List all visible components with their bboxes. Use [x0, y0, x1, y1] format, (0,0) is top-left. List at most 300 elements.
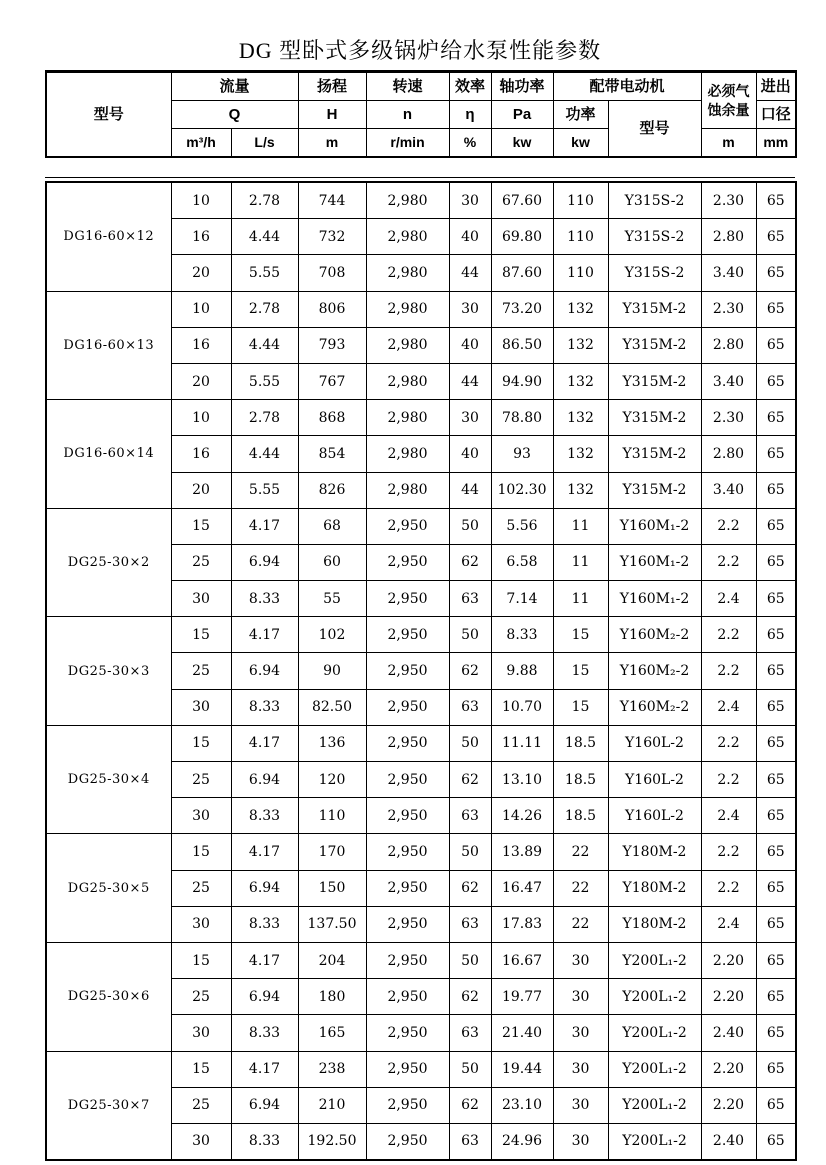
table-row [46, 291, 796, 327]
data-cell: 40 [449, 219, 491, 255]
data-cell: 13.89 [491, 834, 553, 870]
data-cell: 2.4 [701, 581, 756, 617]
data-cell: 5.55 [231, 472, 298, 508]
data-cell: 63 [449, 581, 491, 617]
data-cell: 78.80 [491, 400, 553, 436]
data-cell: 110 [553, 182, 608, 219]
data-cell: 2,950 [366, 1087, 449, 1123]
header-cell-port-1: 进出 [756, 72, 796, 101]
data-cell: 4.44 [231, 327, 298, 363]
data-cell: 65 [756, 508, 796, 544]
data-cell: 2.4 [701, 906, 756, 942]
data-cell: 69.80 [491, 219, 553, 255]
data-cell: 44 [449, 255, 491, 291]
data-cell: Y160L-2 [608, 762, 701, 798]
data-cell: 65 [756, 689, 796, 725]
data-cell: 15 [553, 653, 608, 689]
header-cell-eta: η [449, 101, 491, 129]
data-cell: 60 [298, 544, 366, 580]
data-cell: 868 [298, 400, 366, 436]
data-cell: 65 [756, 942, 796, 978]
data-cell: Y160M₂-2 [608, 653, 701, 689]
data-cell: 4.44 [231, 219, 298, 255]
data-cell: 3.40 [701, 363, 756, 399]
data-cell: Y315M-2 [608, 291, 701, 327]
data-cell: 93 [491, 436, 553, 472]
table-row [46, 617, 796, 653]
table-body-section [45, 177, 795, 1161]
data-cell: 30 [171, 581, 231, 617]
data-cell: 62 [449, 762, 491, 798]
data-cell: 50 [449, 834, 491, 870]
data-cell: Y160M₂-2 [608, 617, 701, 653]
data-cell: 2.2 [701, 617, 756, 653]
data-cell: 30 [171, 798, 231, 834]
data-cell: 2.40 [701, 1015, 756, 1051]
data-cell: Y160M₁-2 [608, 581, 701, 617]
data-cell: Y180M-2 [608, 834, 701, 870]
data-cell: 110 [298, 798, 366, 834]
data-cell: 65 [756, 581, 796, 617]
data-cell: 15 [171, 834, 231, 870]
data-cell: 50 [449, 1051, 491, 1087]
data-cell: 132 [553, 436, 608, 472]
data-cell: 67.60 [491, 182, 553, 219]
data-cell: 2.80 [701, 219, 756, 255]
data-cell: 2.4 [701, 689, 756, 725]
data-cell: 2,950 [366, 508, 449, 544]
data-cell: 44 [449, 472, 491, 508]
data-cell: 2,950 [366, 617, 449, 653]
unit-cell-pct: % [449, 129, 491, 158]
pump-model-cell: DG25-30×2 [46, 508, 171, 617]
data-cell: 30 [449, 182, 491, 219]
data-cell: 5.55 [231, 363, 298, 399]
data-cell: 65 [756, 400, 796, 436]
pump-table [45, 181, 797, 1161]
data-cell: 132 [553, 327, 608, 363]
data-cell: Y160L-2 [608, 725, 701, 761]
data-cell: 63 [449, 798, 491, 834]
data-cell: 2,950 [366, 725, 449, 761]
data-cell: Y315M-2 [608, 327, 701, 363]
data-cell: 65 [756, 617, 796, 653]
data-cell: 86.50 [491, 327, 553, 363]
data-cell: 65 [756, 327, 796, 363]
table-row [46, 508, 796, 544]
header-cell-head: 扬程 [298, 72, 366, 101]
data-cell: 63 [449, 1015, 491, 1051]
data-cell: 6.58 [491, 544, 553, 580]
data-cell: 120 [298, 762, 366, 798]
data-cell: 2.4 [701, 798, 756, 834]
data-cell: 180 [298, 979, 366, 1015]
data-cell: Y180M-2 [608, 906, 701, 942]
table-row [46, 725, 796, 761]
data-cell: 2.2 [701, 870, 756, 906]
data-cell: 55 [298, 581, 366, 617]
data-cell: 2,950 [366, 581, 449, 617]
data-cell: 68 [298, 508, 366, 544]
data-cell: 19.44 [491, 1051, 553, 1087]
data-cell: 192.50 [298, 1123, 366, 1160]
header-cell-n: n [366, 101, 449, 129]
header-cell-shaft-power: 轴功率 [491, 72, 553, 101]
data-cell: 150 [298, 870, 366, 906]
data-cell: 30 [449, 291, 491, 327]
data-cell: 5.55 [231, 255, 298, 291]
data-cell: 826 [298, 472, 366, 508]
data-cell: 10.70 [491, 689, 553, 725]
data-cell: 65 [756, 653, 796, 689]
data-cell: 132 [553, 472, 608, 508]
data-cell: 30 [171, 906, 231, 942]
data-cell: 65 [756, 472, 796, 508]
unit-cell-rmin: r/min [366, 129, 449, 158]
data-cell: 30 [553, 1087, 608, 1123]
data-cell: 65 [756, 1123, 796, 1160]
pump-model-cell: DG25-30×5 [46, 834, 171, 943]
data-cell: 2.20 [701, 1051, 756, 1087]
data-cell: 65 [756, 1087, 796, 1123]
data-cell: 18.5 [553, 798, 608, 834]
data-cell: 65 [756, 979, 796, 1015]
data-cell: 17.83 [491, 906, 553, 942]
data-cell: 11.11 [491, 725, 553, 761]
data-cell: Y160M₁-2 [608, 508, 701, 544]
data-cell: 2,980 [366, 472, 449, 508]
data-cell: 16 [171, 436, 231, 472]
data-cell: 2,950 [366, 653, 449, 689]
data-cell: 65 [756, 870, 796, 906]
unit-cell-kw-power: kw [553, 129, 608, 158]
data-cell: 44 [449, 363, 491, 399]
data-cell: 62 [449, 653, 491, 689]
data-cell: 6.94 [231, 762, 298, 798]
data-cell: 2,950 [366, 870, 449, 906]
data-cell: 22 [553, 834, 608, 870]
data-cell: 8.33 [231, 689, 298, 725]
data-cell: 6.94 [231, 979, 298, 1015]
pump-table-body [46, 182, 796, 1160]
data-cell: 110 [553, 219, 608, 255]
pump-model-cell: DG16-60×13 [46, 291, 171, 400]
data-cell: 25 [171, 544, 231, 580]
data-cell: 11 [553, 508, 608, 544]
data-cell: Y315M-2 [608, 436, 701, 472]
data-cell: 65 [756, 544, 796, 580]
data-cell: 2,980 [366, 436, 449, 472]
data-cell: 210 [298, 1087, 366, 1123]
data-cell: 73.20 [491, 291, 553, 327]
data-cell: 8.33 [231, 798, 298, 834]
data-cell: 7.14 [491, 581, 553, 617]
data-cell: 2.78 [231, 400, 298, 436]
unit-cell-mm: mm [756, 129, 796, 158]
data-cell: 14.26 [491, 798, 553, 834]
data-cell: 30 [553, 1051, 608, 1087]
data-cell: 25 [171, 979, 231, 1015]
data-cell: 8.33 [231, 1123, 298, 1160]
data-cell: 30 [553, 942, 608, 978]
header-row-1 [46, 72, 796, 101]
data-cell: 50 [449, 617, 491, 653]
header-table [45, 70, 797, 158]
data-cell: 2.2 [701, 544, 756, 580]
data-cell: 50 [449, 508, 491, 544]
data-cell: 8.33 [231, 906, 298, 942]
data-cell: 2.2 [701, 653, 756, 689]
data-cell: 11 [553, 544, 608, 580]
data-cell: Y160M₂-2 [608, 689, 701, 725]
data-cell: 2,950 [366, 1123, 449, 1160]
data-cell: 2,980 [366, 219, 449, 255]
pump-model-cell: DG25-30×4 [46, 725, 171, 834]
data-cell: 22 [553, 906, 608, 942]
data-cell: 2.20 [701, 942, 756, 978]
pump-model-cell: DG25-30×3 [46, 617, 171, 726]
unit-cell-kw-pa: kw [491, 129, 553, 158]
data-cell: 4.17 [231, 725, 298, 761]
data-cell: 10 [171, 400, 231, 436]
data-cell: 2,950 [366, 906, 449, 942]
data-cell: 2.2 [701, 762, 756, 798]
data-cell: 2,980 [366, 400, 449, 436]
header-cell-motor: 配带电动机 [553, 72, 701, 101]
table-header-section [45, 70, 797, 158]
header-cell-model: 型号 [46, 72, 171, 158]
data-cell: 87.60 [491, 255, 553, 291]
unit-cell-m: m [298, 129, 366, 158]
data-cell: 165 [298, 1015, 366, 1051]
data-cell: 65 [756, 1051, 796, 1087]
data-cell: 22 [553, 870, 608, 906]
data-cell: 63 [449, 689, 491, 725]
data-cell: 854 [298, 436, 366, 472]
data-cell: 2,980 [366, 291, 449, 327]
data-cell: 204 [298, 942, 366, 978]
data-cell: 137.50 [298, 906, 366, 942]
data-cell: 16 [171, 219, 231, 255]
data-cell: Y200L₁-2 [608, 1015, 701, 1051]
data-cell: 15 [171, 1051, 231, 1087]
data-cell: 62 [449, 870, 491, 906]
data-cell: 3.40 [701, 255, 756, 291]
data-cell: 238 [298, 1051, 366, 1087]
data-cell: 4.44 [231, 436, 298, 472]
data-cell: 806 [298, 291, 366, 327]
header-cell-npsh: 必须气蚀余量 [701, 72, 756, 129]
data-cell: 3.40 [701, 472, 756, 508]
data-cell: 15 [171, 725, 231, 761]
data-cell: 9.88 [491, 653, 553, 689]
header-cell-pa: Pa [491, 101, 553, 129]
data-cell: 2,950 [366, 544, 449, 580]
table-row [46, 834, 796, 870]
data-cell: 2.2 [701, 834, 756, 870]
data-cell: 15 [553, 689, 608, 725]
data-cell: 2.30 [701, 182, 756, 219]
data-cell: 30 [171, 1123, 231, 1160]
pump-model-cell: DG16-60×14 [46, 400, 171, 509]
data-cell: 15 [171, 617, 231, 653]
data-cell: 2,950 [366, 1051, 449, 1087]
data-cell: 6.94 [231, 544, 298, 580]
data-cell: 6.94 [231, 870, 298, 906]
pump-model-cell: DG25-30×6 [46, 942, 171, 1051]
data-cell: 65 [756, 182, 796, 219]
data-cell: 2.20 [701, 979, 756, 1015]
data-cell: 23.10 [491, 1087, 553, 1123]
data-cell: 136 [298, 725, 366, 761]
data-cell: Y200L₁-2 [608, 1123, 701, 1160]
data-cell: 30 [449, 400, 491, 436]
data-cell: 18.5 [553, 725, 608, 761]
data-cell: 62 [449, 1087, 491, 1123]
data-cell: 2,950 [366, 834, 449, 870]
data-cell: 16.47 [491, 870, 553, 906]
data-cell: 15 [553, 617, 608, 653]
data-cell: 65 [756, 798, 796, 834]
data-cell: 4.17 [231, 617, 298, 653]
data-cell: 18.5 [553, 762, 608, 798]
data-cell: Y200L₁-2 [608, 942, 701, 978]
header-cell-speed: 转速 [366, 72, 449, 101]
data-cell: 170 [298, 834, 366, 870]
data-cell: Y315M-2 [608, 472, 701, 508]
data-cell: 2,950 [366, 689, 449, 725]
data-cell: 132 [553, 363, 608, 399]
data-cell: 2,980 [366, 255, 449, 291]
data-cell: 2,950 [366, 1015, 449, 1051]
data-cell: 4.17 [231, 942, 298, 978]
data-cell: 4.17 [231, 508, 298, 544]
data-cell: 30 [171, 1015, 231, 1051]
header-cell-flow: 流量 [171, 72, 298, 101]
data-cell: 65 [756, 834, 796, 870]
data-cell: 2.80 [701, 327, 756, 363]
data-cell: 102 [298, 617, 366, 653]
data-cell: Y200L₁-2 [608, 979, 701, 1015]
data-cell: 82.50 [298, 689, 366, 725]
page-title: DG 型卧式多级锅炉给水泵性能参数 [238, 38, 602, 63]
table-row [46, 182, 796, 219]
data-cell: Y315M-2 [608, 363, 701, 399]
data-cell: 2.20 [701, 1087, 756, 1123]
data-cell: 2,950 [366, 979, 449, 1015]
data-cell: Y315M-2 [608, 400, 701, 436]
data-cell: 65 [756, 436, 796, 472]
data-cell: 110 [553, 255, 608, 291]
data-cell: 2.30 [701, 400, 756, 436]
data-cell: 2.40 [701, 1123, 756, 1160]
pump-model-cell: DG25-30×7 [46, 1051, 171, 1160]
data-cell: 2,980 [366, 182, 449, 219]
data-cell: 2,950 [366, 798, 449, 834]
data-cell: 2,980 [366, 363, 449, 399]
data-cell: 132 [553, 400, 608, 436]
data-cell: 40 [449, 327, 491, 363]
data-cell: 2.30 [701, 291, 756, 327]
unit-cell-m3h: m³/h [171, 129, 231, 158]
data-cell: 6.94 [231, 1087, 298, 1123]
pump-model-cell: DG16-60×12 [46, 182, 171, 291]
data-cell: 4.17 [231, 1051, 298, 1087]
data-cell: Y180M-2 [608, 870, 701, 906]
data-cell: 5.56 [491, 508, 553, 544]
data-cell: 25 [171, 1087, 231, 1123]
data-cell: Y160L-2 [608, 798, 701, 834]
data-cell: 102.30 [491, 472, 553, 508]
table-row [46, 942, 796, 978]
data-cell: 50 [449, 942, 491, 978]
data-cell: Y200L₁-2 [608, 1051, 701, 1087]
data-cell: 2.2 [701, 725, 756, 761]
data-cell: 708 [298, 255, 366, 291]
data-cell: 65 [756, 906, 796, 942]
data-cell: 6.94 [231, 653, 298, 689]
data-cell: 21.40 [491, 1015, 553, 1051]
header-cell-motor-model: 型号 [608, 101, 701, 158]
data-cell: 11 [553, 581, 608, 617]
data-cell: 24.96 [491, 1123, 553, 1160]
data-cell: Y315S-2 [608, 182, 701, 219]
data-cell: 30 [553, 1015, 608, 1051]
data-cell: 16.67 [491, 942, 553, 978]
data-cell: 15 [171, 942, 231, 978]
data-cell: 2,950 [366, 762, 449, 798]
data-cell: Y160M₁-2 [608, 544, 701, 580]
header-cell-q: Q [171, 101, 298, 129]
data-cell: 62 [449, 544, 491, 580]
data-cell: Y200L₁-2 [608, 1087, 701, 1123]
data-cell: 793 [298, 327, 366, 363]
data-cell: 30 [553, 1123, 608, 1160]
data-cell: 16 [171, 327, 231, 363]
data-cell: 2,980 [366, 327, 449, 363]
data-cell: 40 [449, 436, 491, 472]
data-cell: 2.80 [701, 436, 756, 472]
header-cell-efficiency: 效率 [449, 72, 491, 101]
header-cell-h: H [298, 101, 366, 129]
data-cell: 4.17 [231, 834, 298, 870]
data-cell: 15 [171, 508, 231, 544]
data-cell: 63 [449, 906, 491, 942]
data-cell: 20 [171, 255, 231, 291]
data-cell: 65 [756, 219, 796, 255]
data-cell: 65 [756, 762, 796, 798]
data-cell: 65 [756, 291, 796, 327]
data-cell: 25 [171, 762, 231, 798]
data-cell: 10 [171, 291, 231, 327]
header-cell-power: 功率 [553, 101, 608, 129]
data-cell: 13.10 [491, 762, 553, 798]
data-cell: 65 [756, 1015, 796, 1051]
data-cell: 2,950 [366, 942, 449, 978]
data-cell: 30 [171, 689, 231, 725]
data-cell: Y315S-2 [608, 219, 701, 255]
data-cell: 8.33 [231, 1015, 298, 1051]
data-cell: 65 [756, 363, 796, 399]
data-cell: 94.90 [491, 363, 553, 399]
data-cell: 62 [449, 979, 491, 1015]
data-cell: 25 [171, 653, 231, 689]
data-cell: 25 [171, 870, 231, 906]
unit-cell-ls: L/s [231, 129, 298, 158]
table-row [46, 1051, 796, 1087]
data-cell: 767 [298, 363, 366, 399]
data-cell: 50 [449, 725, 491, 761]
